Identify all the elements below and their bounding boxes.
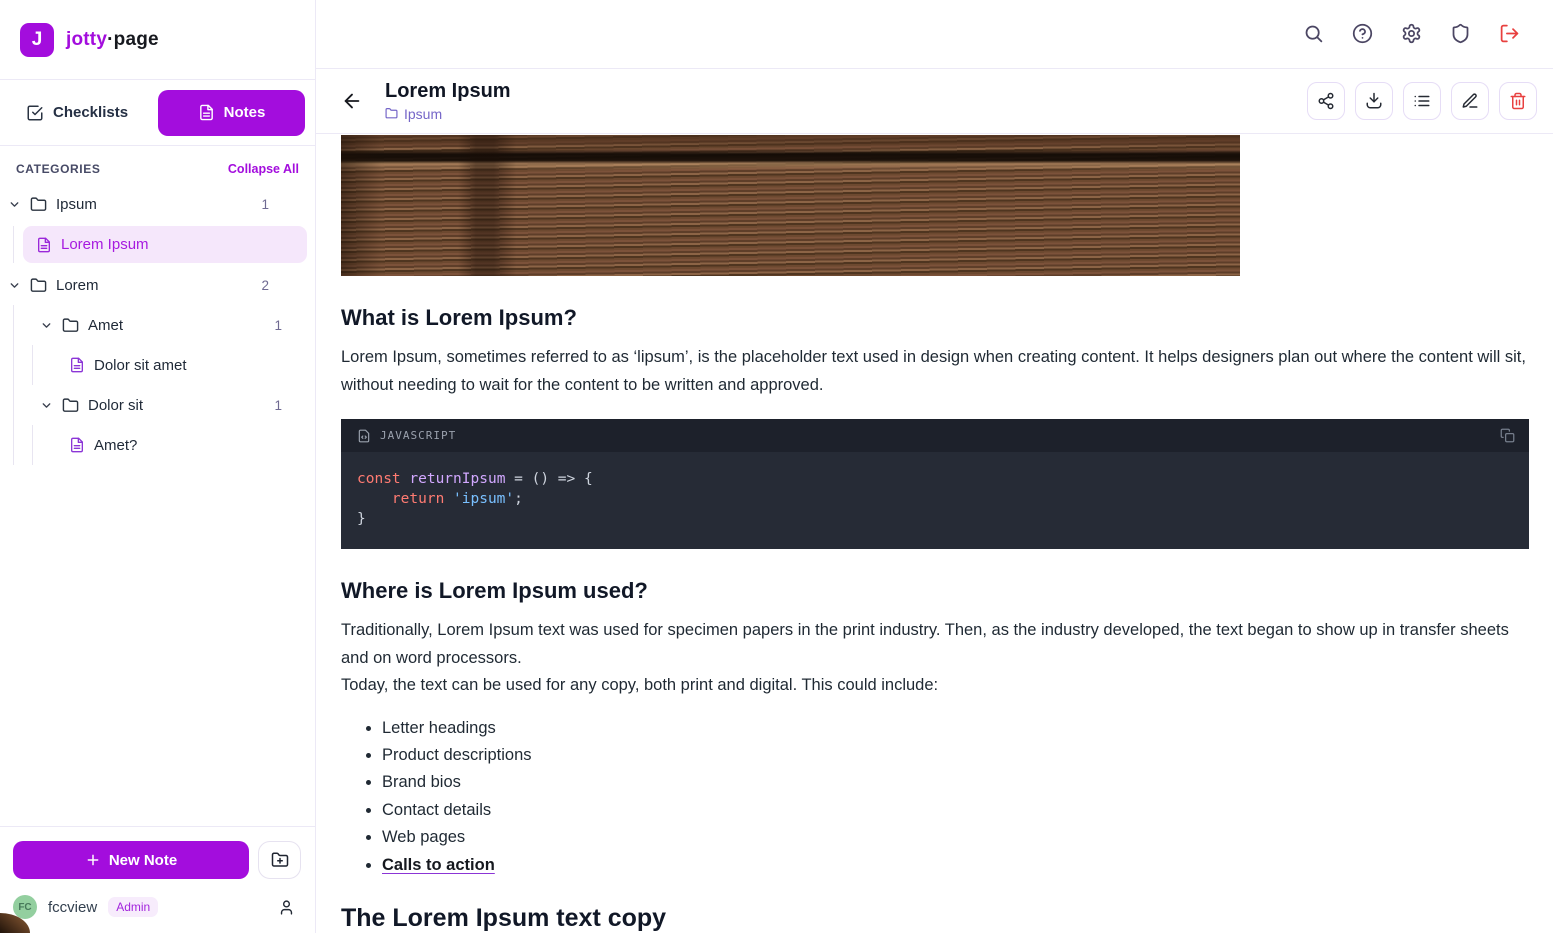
tab-checklists-label: Checklists bbox=[53, 104, 129, 121]
folder-count: 2 bbox=[261, 277, 269, 293]
list-icon bbox=[1413, 92, 1431, 110]
plus-icon bbox=[85, 852, 101, 868]
chevron-down-icon[interactable] bbox=[40, 399, 53, 412]
list-item-text: Letter headings bbox=[382, 718, 496, 737]
brand-primary: jotty bbox=[66, 28, 108, 50]
list-item bbox=[382, 769, 1529, 796]
categories-header bbox=[0, 146, 315, 182]
note-header bbox=[316, 69, 1553, 134]
code-token: } bbox=[357, 511, 366, 528]
shield-icon bbox=[1450, 23, 1471, 44]
edit-button[interactable] bbox=[1451, 82, 1489, 120]
code-token: return bbox=[357, 491, 454, 508]
copy-icon bbox=[1500, 428, 1515, 443]
collapse-all-button[interactable]: Collapse All bbox=[227, 162, 299, 176]
help-button[interactable] bbox=[1352, 23, 1373, 44]
paragraph: Lorem Ipsum, sometimes referred to as ‘lipsum’, is the placeholder text used in design when creating content. It helps designers plan out where the content will sit, without needing to wait for the content to be written and approved. bbox=[341, 348, 1526, 394]
sidebar-folder-amet[interactable] bbox=[14, 305, 315, 345]
paragraph: Traditionally, Lorem Ipsum text was used for specimen papers in the print industry. Then, as the industry developed, the text began to show up in transfer sheets and on word processors. bbox=[341, 621, 1509, 667]
code-block-header bbox=[341, 419, 1529, 452]
section-title: Where is Lorem Ipsum used? bbox=[341, 578, 648, 604]
logo-letter: J bbox=[31, 28, 43, 50]
tab-notes[interactable] bbox=[158, 90, 305, 136]
code-block bbox=[341, 419, 1529, 549]
tree-group-lorem bbox=[13, 305, 315, 465]
code-token: 'ipsum' bbox=[453, 491, 515, 508]
folder-label: Lorem bbox=[56, 276, 99, 294]
folder-plus-icon bbox=[271, 851, 289, 869]
brand-name bbox=[66, 29, 159, 51]
chevron-down-icon[interactable] bbox=[40, 319, 53, 332]
note-label: Lorem Ipsum bbox=[61, 236, 149, 253]
folder-open-icon bbox=[385, 107, 398, 120]
folder-count: 1 bbox=[274, 317, 282, 333]
tree-group-dolor-sit bbox=[32, 425, 315, 465]
folder-icon bbox=[30, 196, 47, 213]
list-item bbox=[382, 797, 1529, 824]
note-label: Amet? bbox=[94, 436, 138, 454]
back-button[interactable] bbox=[341, 90, 363, 112]
code-token: const bbox=[357, 471, 410, 488]
wood-texture-image bbox=[341, 135, 1240, 276]
checklist-icon bbox=[26, 104, 44, 122]
share-icon bbox=[1317, 92, 1335, 110]
folder-count: 1 bbox=[274, 397, 282, 413]
settings-button[interactable] bbox=[1401, 23, 1422, 44]
list-item-text: Product descriptions bbox=[382, 745, 532, 764]
note-content bbox=[316, 134, 1553, 933]
brand-secondary: ·page bbox=[107, 28, 159, 50]
sidebar-spacer bbox=[0, 465, 315, 826]
trash-icon bbox=[1509, 92, 1527, 110]
avatar-initials: FC bbox=[18, 901, 32, 913]
new-note-label: New Note bbox=[108, 851, 178, 869]
code-token: ; bbox=[514, 491, 523, 508]
notes-icon bbox=[198, 104, 215, 121]
pen-icon bbox=[1461, 92, 1479, 110]
file-text-icon bbox=[69, 357, 85, 373]
chevron-down-icon[interactable] bbox=[8, 198, 21, 211]
chevron-down-icon[interactable] bbox=[8, 279, 21, 292]
sidebar-note-lorem-ipsum[interactable] bbox=[23, 226, 307, 263]
note-category-label: Ipsum bbox=[404, 105, 443, 122]
main-area bbox=[316, 0, 1553, 933]
file-text-icon bbox=[36, 237, 52, 253]
file-code-icon bbox=[357, 429, 371, 443]
calls-to-action-link[interactable]: Calls to action bbox=[382, 855, 495, 874]
tree-group-amet bbox=[32, 345, 315, 385]
folder-icon bbox=[62, 397, 79, 414]
tab-checklists[interactable] bbox=[14, 94, 140, 132]
folder-label: Ipsum bbox=[56, 195, 97, 213]
section-title: The Lorem Ipsum text copy bbox=[341, 904, 667, 932]
folder-icon bbox=[30, 277, 47, 294]
download-icon bbox=[1365, 92, 1383, 110]
role-badge: Admin bbox=[108, 897, 158, 917]
note-actions bbox=[1307, 82, 1537, 120]
folder-label: Dolor sit bbox=[88, 396, 144, 414]
security-button[interactable] bbox=[1450, 23, 1471, 44]
file-text-icon bbox=[69, 437, 85, 453]
note-title: Lorem Ipsum bbox=[385, 79, 511, 102]
list-item bbox=[382, 715, 1529, 742]
code-token: returnIpsum bbox=[409, 471, 506, 488]
code-token: = () => { bbox=[505, 471, 593, 488]
help-icon bbox=[1352, 23, 1373, 44]
list-item-text: Brand bios bbox=[382, 773, 461, 792]
code-language-label: JAVASCRIPT bbox=[380, 429, 457, 443]
sidebar-folder-dolor-sit[interactable] bbox=[14, 385, 315, 425]
logout-button[interactable] bbox=[1499, 23, 1520, 44]
app-logo[interactable] bbox=[20, 23, 54, 57]
new-note-button[interactable] bbox=[13, 841, 249, 879]
category-tree bbox=[0, 182, 315, 465]
folder-label: Amet bbox=[88, 316, 124, 334]
note-label: Dolor sit amet bbox=[94, 356, 187, 374]
note-category-breadcrumb[interactable] bbox=[385, 106, 511, 122]
sidebar-tabs bbox=[0, 80, 315, 146]
sidebar-note-dolor-sit-amet[interactable] bbox=[33, 345, 315, 385]
topbar bbox=[316, 0, 1553, 69]
uses-list bbox=[341, 715, 1529, 879]
share-button[interactable] bbox=[1307, 82, 1345, 120]
search-icon bbox=[1303, 23, 1324, 44]
arrow-left-icon bbox=[341, 90, 363, 112]
outline-button[interactable] bbox=[1403, 82, 1441, 120]
user-name: fccview bbox=[48, 898, 98, 916]
folder-icon bbox=[62, 317, 79, 334]
tab-notes-label: Notes bbox=[223, 104, 266, 121]
search-button[interactable] bbox=[1303, 23, 1324, 44]
tree-group-ipsum bbox=[13, 226, 315, 263]
logout-icon bbox=[1499, 23, 1520, 44]
download-button[interactable] bbox=[1355, 82, 1393, 120]
add-folder-button[interactable] bbox=[258, 841, 301, 879]
logo-row bbox=[0, 0, 315, 80]
sidebar-folder-lorem[interactable] bbox=[0, 265, 315, 305]
user-account-button[interactable] bbox=[276, 897, 297, 918]
categories-label: CATEGORIES bbox=[16, 162, 101, 176]
user-row bbox=[13, 879, 301, 923]
sidebar-folder-ipsum[interactable] bbox=[0, 184, 315, 224]
delete-button[interactable] bbox=[1499, 82, 1537, 120]
list-item bbox=[382, 742, 1529, 769]
folder-count: 1 bbox=[261, 196, 269, 212]
paragraph: Today, the text can be used for any copy, both print and digital. This could include: bbox=[341, 676, 939, 695]
sidebar-note-amet-q[interactable] bbox=[33, 425, 315, 465]
list-item-text: Web pages bbox=[382, 828, 466, 847]
list-item bbox=[382, 824, 1529, 851]
gear-icon bbox=[1401, 23, 1422, 44]
sidebar-footer bbox=[0, 826, 315, 933]
code-body bbox=[341, 452, 1529, 549]
list-item bbox=[382, 852, 1529, 879]
user-icon bbox=[278, 899, 295, 916]
section-title: What is Lorem Ipsum? bbox=[341, 305, 577, 331]
sidebar bbox=[0, 0, 316, 933]
copy-code-button[interactable] bbox=[1500, 428, 1515, 443]
list-item-text: Contact details bbox=[382, 800, 492, 819]
